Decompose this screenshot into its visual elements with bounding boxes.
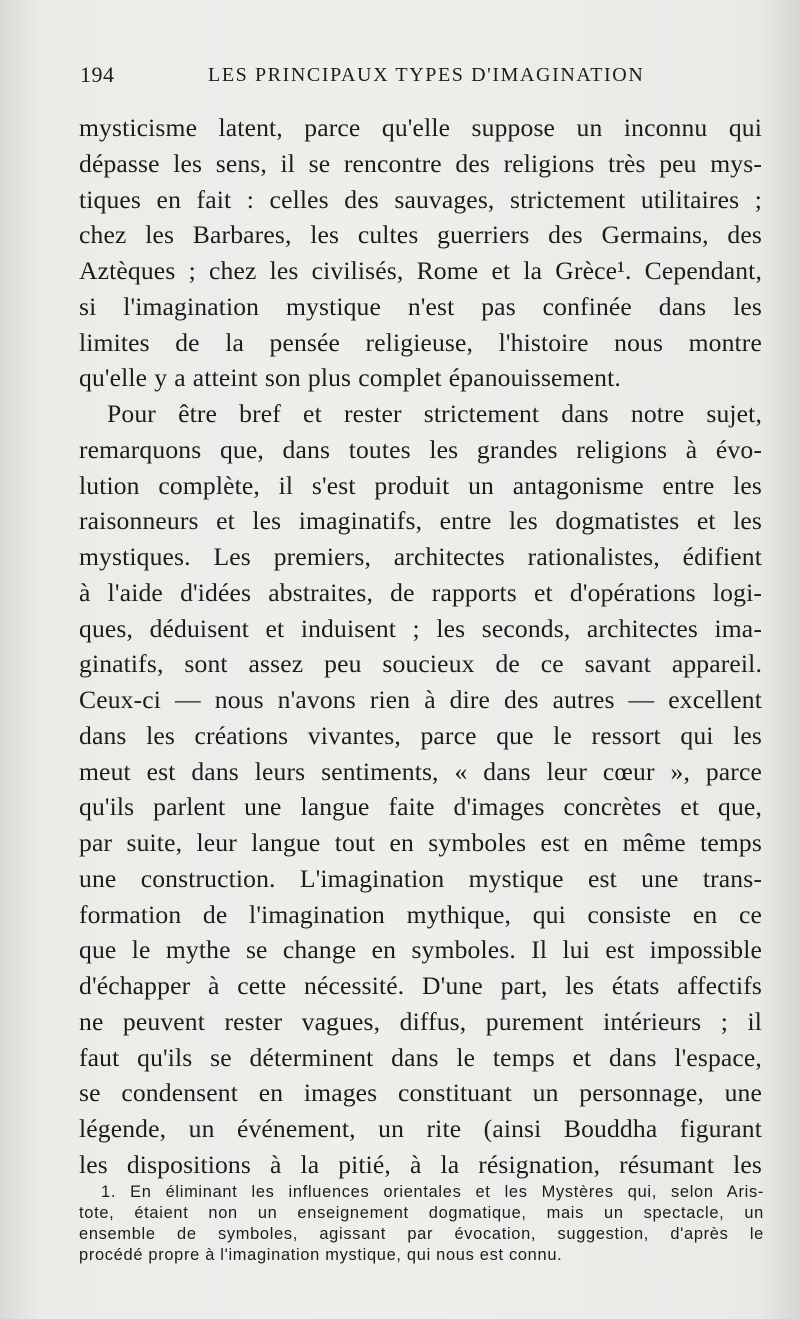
text-line: par suite, leur langue tout en symboles est en même temps [79,828,762,857]
text-line: ginatifs, sont assez peu soucieux de ce savant appareil. [79,649,762,679]
text-line: se condensent en images constituant un personnage, une [79,1078,762,1108]
body-text [79,110,762,1183]
running-title: LES PRINCIPAUX TYPES D'IMAGINATION [208,64,645,86]
text-line: meut est dans leurs sentiments, « dans leur cœur », parce [79,756,762,786]
text-line: à l'aide d'idées abstraites, de rapports et d'opérations logi- [79,577,762,607]
text-line: mysticisme latent, parce qu'elle suppose un inconnu qui [79,113,762,142]
text-line: lution complète, il s'est produit un antagonisme entre les [79,470,762,500]
page-header [80,62,720,96]
text-line: légende, un événement, un rite (ainsi Bouddha figurant [79,1114,762,1143]
text-line: si l'imagination mystique n'est pas confinée dans les [79,291,762,321]
footnote-line: tote, étaient non un enseignement dogmatique, mais un spectacle, un [79,1204,764,1222]
text-line: ques, déduisent et induisent ; les seconds, architectes ima- [79,613,762,643]
text-line: les dispositions à la pitié, à la résignation, résumant les [79,1149,762,1179]
text-line: raisonneurs et les imaginatifs, entre les dogmatistes et les [79,506,762,536]
text-line: faut qu'ils se déterminent dans le temps et dans l'espace, [79,1042,762,1072]
text-line: qu'elle y a atteint son plus complet épanouissement. [79,363,621,393]
text-line: Ceux-ci — nous n'avons rien à dire des autres — excellent [79,685,762,714]
footnote-line: 1. En éliminant les influences orientales et les Mystères qui, selon Aris- [101,1183,764,1201]
page-number: 194 [80,62,115,87]
text-line: dépasse les sens, il se rencontre des religions très peu mys- [79,148,762,178]
text-line: d'échapper à cette nécessité. D'une part, les états affectifs [79,971,762,1000]
text-line: Pour être bref et rester strictement dans notre sujet, [107,399,762,428]
text-line: qu'ils parlent une langue faite d'images concrètes et que, [79,792,762,822]
text-line: ne peuvent rester vagues, diffus, purement intérieurs ; il [79,1006,762,1036]
footnote-line: ensemble de symboles, agissant par évocation, suggestion, d'après le [79,1225,764,1243]
text-line: mystiques. Les premiers, architectes rationalistes, édifient [79,542,762,571]
text-line: limites de la pensée religieuse, l'histoire nous montre [79,327,762,357]
text-line: chez les Barbares, les cultes guerriers des Germains, des [79,220,762,250]
text-line: dans les créations vivantes, parce que le ressort qui les [79,720,762,750]
text-line: une construction. L'imagination mystique est une trans- [79,863,762,893]
text-line: formation de l'imagination mythique, qui consiste en ce [79,899,762,929]
text-line: Aztèques ; chez les civilisés, Rome et la Grèce¹. Cependant, [79,256,762,285]
text-line: remarquons que, dans toutes les grandes religions à évo- [79,434,762,464]
text-line: tiques en fait : celles des sauvages, strictement utilitaires ; [79,184,762,214]
footnote-line: procédé propre à l'imagination mystique, qui nous est connu. [79,1246,563,1264]
footnote [79,1182,764,1266]
text-line: que le mythe se change en symboles. Il lui est impossible [79,935,762,965]
